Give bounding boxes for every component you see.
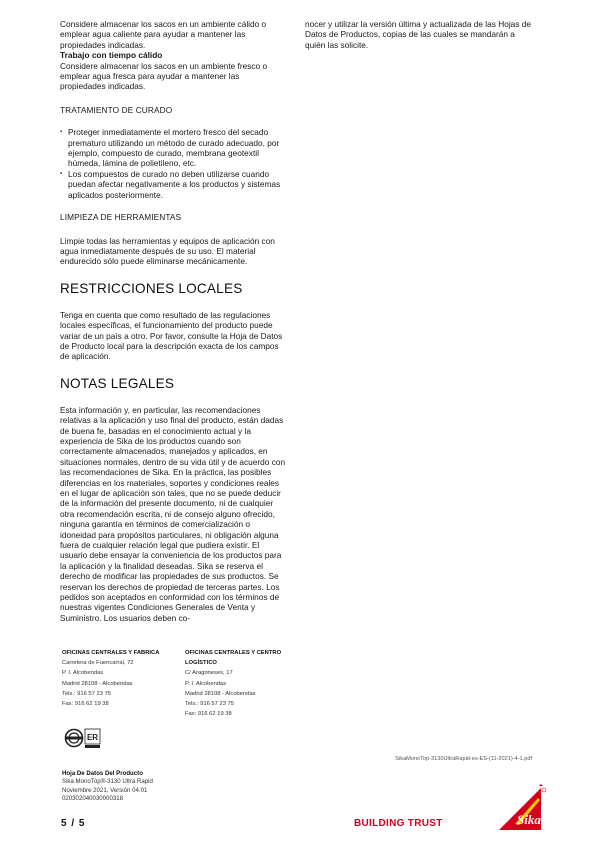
office-line: Madrid 28108 - Alcobendas <box>185 690 256 697</box>
product-version: Noviembre 2021, Versión 04.01 <box>62 786 148 794</box>
office-line: P. I. Alcobendas <box>185 680 227 687</box>
left-column <box>60 19 286 623</box>
office-line: Fax: 916 62 19 38 <box>185 711 232 718</box>
hot-weather-title: Trabajo con tiempo cálido <box>60 50 163 61</box>
intro-paragraph: Considere almacenar los sacos en un ambiente cálido o emplear agua caliente para ayudar a mantener las propiedades indicadas. <box>60 19 267 50</box>
product-info <box>62 770 153 804</box>
local-restrictions-paragraph: Tenga en cuenta que como resultado de las regulaciones locales específicas, el funcionamiento del producto puede variar de un país a otro. Por favor, consulte la Hoja de Datos de Producto local para la descripción exacta de los campos de aplicación. <box>60 309 283 362</box>
office-line: Fax: 916 62 19 38 <box>62 701 109 708</box>
office-line: P. I. Alcobendas <box>62 670 104 677</box>
local-restrictions-heading: RESTRICCIONES LOCALES <box>60 280 243 296</box>
curing-bullet: ▪ Los compuestos de curado no deben utilizarse cuando puedan afectar negativamente a los productos y sistemas aplicados posteriormente. <box>60 169 286 200</box>
pdf-filename: SikaMonoTop-3130UltraRapid-es-ES-(11-2021)-4-1.pdf <box>395 756 532 762</box>
office-line: C/ Aragoneses, 17 <box>185 670 233 677</box>
page-number: 5 / 5 <box>61 818 86 829</box>
curing-bullet: ▪ Proteger inmediatamente el mortero fresco del secado prematuro utilizando un método de curado adecuado, por ejemplo, compuesto de curado, membrana geotextil húmeda, lámina de polietileno, etc. <box>60 127 286 169</box>
certification-seal-icon <box>64 726 102 750</box>
legal-notes-paragraph: Esta información y, en particular, las recomendaciones relativas a la aplicación y uso final del producto, están dadas de buena fe, basadas en el conocimiento actual y la experiencia de Sika de los productos cuando son correctamente almacenados, manejados y aplicados, en situaciones normales, dentro de su vida útil y de acuerdo con las recomendaciones de Sika. En la práctica, las posibles diferencias en los materiales, soportes y condiciones reales en el lugar de aplicación son tales, que no se puede deducir de la información del presente documento, ni de cualquier otra recomendación escrita, ni de consejo alguno ofrecido, ninguna garantía en términos de comercialización o idoneidad para propósitos particulares, ni obligación alguna fuera de cualquier relación legal que pudiera existir. El usuario debe ensayar la conveniencia de los productos para la aplicación y la finalidad deseadas. Sika se reserva el derecho de modificar las propiedades de sus productos. Se reservan los derechos de propiedad de terceras partes. Los pedidos son aceptados en conformidad con los términos de nuestras vigentes Condiciones Generales de Venta y Suministro. Los usuarios deben co- <box>60 404 286 623</box>
hot-weather-paragraph: Considere almacenar los sacos en un ambiente fresco o emplear agua fresca para ayudar a mantener las propiedades indicadas. <box>60 60 268 92</box>
product-doc-title: Hoja De Datos Del Producto <box>62 770 143 777</box>
curing-bullet-list <box>60 127 286 200</box>
cert-text: ER <box>86 733 99 742</box>
legal-notes-heading: NOTAS LEGALES <box>60 375 175 391</box>
office-title-cont: LOGÍSTICO <box>185 660 217 667</box>
tools-paragraph: Limpie todas las herramientas y equipos de aplicación con agua inmediatamente después de su uso. El material endurecido sólo puede eliminarse mecánicamente. <box>60 235 275 267</box>
building-trust-tagline: BUILDING TRUST <box>354 818 443 829</box>
office-title: OFICINAS CENTRALES Y CENTRO <box>185 650 282 656</box>
legal-continuation-paragraph: nocer y utilizar la versión última y actualizada de las Hojas de Datos de Productos, copias de las cuales se mandarán a quién las solicite. <box>305 19 531 50</box>
office-line: Carretera de Fuencarral, 72 <box>62 660 134 667</box>
office-line: Madrid 28108 - Alcobendas <box>62 680 133 687</box>
office-address-2 <box>185 648 285 719</box>
tools-title: LIMPIEZA DE HERRAMIENTAS <box>60 212 182 223</box>
office-title: OFICINAS CENTRALES Y FABRICA <box>62 650 160 656</box>
office-line: Tels.: 916 57 23 75 <box>62 690 111 697</box>
logo-text: Sika <box>517 812 541 827</box>
office-line: Tels.: 916 57 23 75 <box>185 701 234 708</box>
curing-title: TRATAMIENTO DE CURADO <box>60 104 173 115</box>
right-column <box>305 19 537 50</box>
office-address-1 <box>62 648 172 709</box>
sika-logo-icon <box>495 784 547 830</box>
product-name: Sika MonoTop®-3130 Ultra Rapid <box>62 778 153 786</box>
product-code: 020302040030000318 <box>62 795 124 803</box>
